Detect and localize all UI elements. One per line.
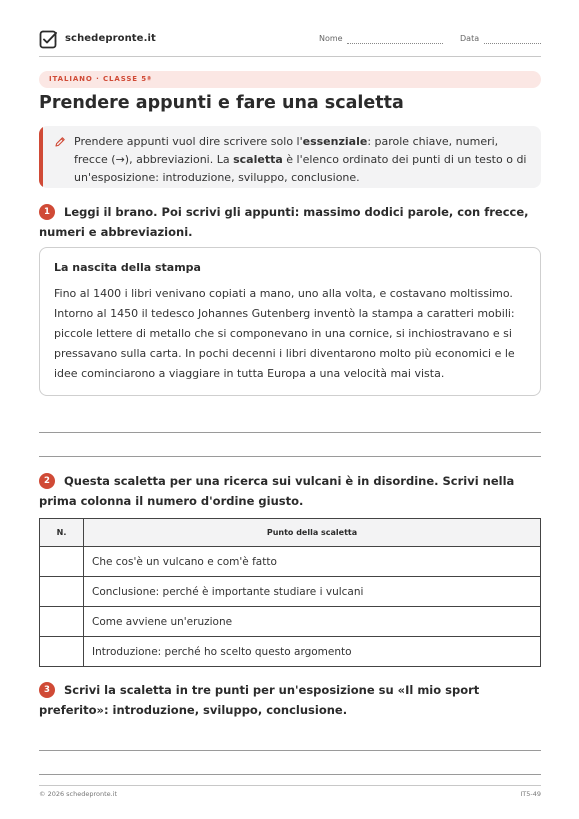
outline-point-cell: Conclusione: perché è importante studiare i vulcani	[84, 577, 541, 607]
outline-table	[39, 518, 541, 667]
data-field[interactable]	[484, 43, 541, 44]
order-number-cell[interactable]	[40, 637, 84, 667]
data-label: Data	[460, 34, 480, 43]
page-title: Prendere appunti e fare una scaletta	[39, 93, 404, 113]
answer-line[interactable]	[39, 432, 541, 433]
footer-copyright: © 2026 schedepronte.it	[39, 790, 118, 798]
table-row	[40, 607, 541, 637]
info-accent-bar	[39, 126, 43, 188]
keyword-scaletta: scaletta	[233, 153, 283, 166]
passage-body: Fino al 1400 i libri venivano copiati a mano, uno alla volta, e costavano moltissimo. Intorno al 1450 il tedesco Johannes Gutenberg inventò la stampa a caratteri mobili: piccole lettere di metallo che si componevano in una cornice, si inchiostravano e si pressavano sulla carta. In pochi decenni i libri diventarono molto più economici e le idee cominciarono a viaggiare in tutta Europa a una velocità mai vista.	[54, 287, 515, 380]
subject-tag-label: ITALIANO · CLASSE 5ª	[49, 75, 152, 83]
outline-point-cell: Introduzione: perché ho scelto questo argomento	[84, 637, 541, 667]
outline-point-cell: Come avviene un'eruzione	[84, 607, 541, 637]
nome-label: Nome	[319, 34, 343, 43]
site-name: schedepronte.it	[65, 33, 156, 44]
passage-box	[39, 247, 541, 396]
nome-field[interactable]	[347, 43, 443, 44]
table-row	[40, 577, 541, 607]
order-number-cell[interactable]	[40, 577, 84, 607]
checkbox-logo-icon	[39, 30, 57, 49]
keyword-essenziale: essenziale	[302, 135, 368, 148]
order-number-cell[interactable]	[40, 607, 84, 637]
page-header	[39, 30, 541, 52]
header-divider	[39, 56, 541, 57]
question-2-text: Questa scaletta per una ricerca sui vulcani è in disordine. Scrivi nella prima colonna il numero d'ordine giusto.	[39, 474, 515, 508]
info-box	[39, 126, 541, 188]
table-row	[40, 547, 541, 577]
column-header-point: Punto della scaletta	[84, 519, 541, 547]
outline-point-cell: Che cos'è un vulcano e com'è fatto	[84, 547, 541, 577]
passage-title: La nascita della stampa	[54, 261, 201, 274]
table-header-row	[40, 519, 541, 547]
question-3-text: Scrivi la scaletta in tre punti per un'esposizione su «Il mio sport preferito»: introduzione, sviluppo, conclusione.	[39, 683, 480, 717]
question-2-number: 2	[39, 473, 55, 489]
question-1-text: Leggi il brano. Poi scrivi gli appunti: massimo dodici parole, con frecce, numeri e abbreviazioni.	[39, 205, 529, 239]
pencil-icon	[54, 136, 66, 148]
question-1-number: 1	[39, 204, 55, 220]
question-3-number: 3	[39, 682, 55, 698]
table-row	[40, 637, 541, 667]
column-header-number: N.	[40, 519, 84, 547]
answer-line[interactable]	[39, 456, 541, 457]
footer-code: IT5-49	[520, 790, 541, 798]
info-text: Prendere appunti vuol dire scrivere solo l'essenziale: parole chiave, numeri, frecce (→), abbreviazioni. La scaletta è l'elenco ordinato dei punti di un testo o di un'esposizione: introduzione, sviluppo, conclusione.	[74, 135, 527, 184]
order-number-cell[interactable]	[40, 547, 84, 577]
subject-tag	[39, 71, 541, 88]
answer-line[interactable]	[39, 774, 541, 775]
answer-line[interactable]	[39, 750, 541, 751]
footer-divider	[39, 785, 541, 786]
